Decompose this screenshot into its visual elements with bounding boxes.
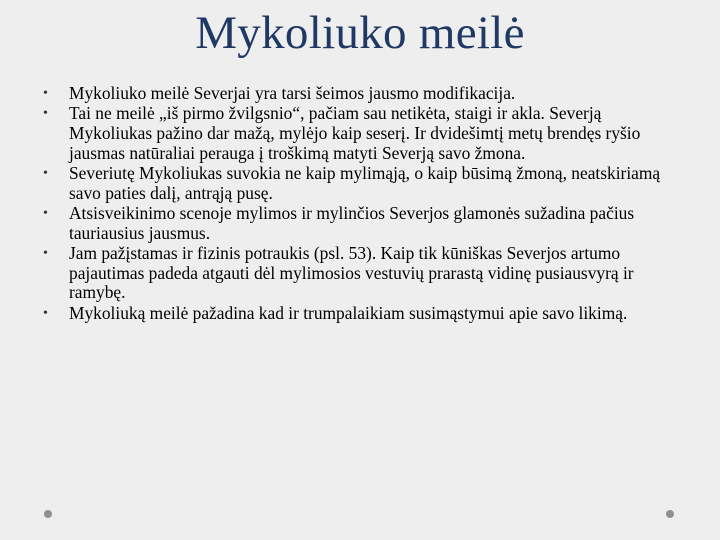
slide-title: Mykoliuko meilė	[195, 7, 525, 59]
bullet-text: Severiutę Mykoliukas suvokia ne kaip mylimąją, o kaip būsimą žmoną, neatskiriamą savo paties dalį, antrąją pusę.	[69, 162, 661, 203]
bullet-text: Mykoliuko meilė Severjai yra tarsi šeimos jausmo modifikacija.	[69, 83, 516, 103]
bullet-dot-icon: •	[43, 86, 48, 101]
bullet-dot-icon: •	[43, 245, 48, 261]
nav-dot-left-icon	[44, 510, 52, 518]
bullet-item	[0, 104, 700, 163]
bullet-text: Mykoliuką meilė pažadina kad ir trumpalaikiam susimąstymui apie savo likimą.	[69, 302, 628, 323]
bullet-text: Tai ne meilė „iš pirmo žvilgsnio“, pačiam sau netikėta, staigi ir akla. Severją Mykoliukas pažino dar mažą, mylėjo kaip seserį. Ir dvidešimtį metų brendęs ryšio jausmas natūraliai perauga į troškimą matyti Severją savo žmona.	[69, 103, 641, 163]
bullet-item	[0, 244, 700, 303]
bullet-item	[0, 164, 700, 203]
nav-dot-right-icon	[666, 510, 674, 518]
bullet-dot-icon: •	[43, 205, 48, 221]
bullet-dot-icon: •	[43, 305, 48, 321]
bullet-list	[0, 84, 700, 324]
bullet-text: Jam pažįstamas ir fizinis potraukis (psl. 53). Kaip tik kūniškas Severjos artumo pajautimas padeda atgauti dėl mylimosios vestuvių prarastą vidinę pusiausvyrą ir ramybę.	[69, 242, 634, 303]
bullet-item	[0, 84, 700, 104]
bullet-dot-icon: •	[43, 165, 48, 181]
bullet-item	[0, 304, 700, 324]
bullet-item	[0, 204, 700, 243]
bullet-dot-icon: •	[43, 106, 48, 122]
bullet-text: Atsisveikinimo scenoje mylimos ir mylinčios Severjos glamonės sužadina pačius tauriausius jausmus.	[69, 202, 635, 243]
